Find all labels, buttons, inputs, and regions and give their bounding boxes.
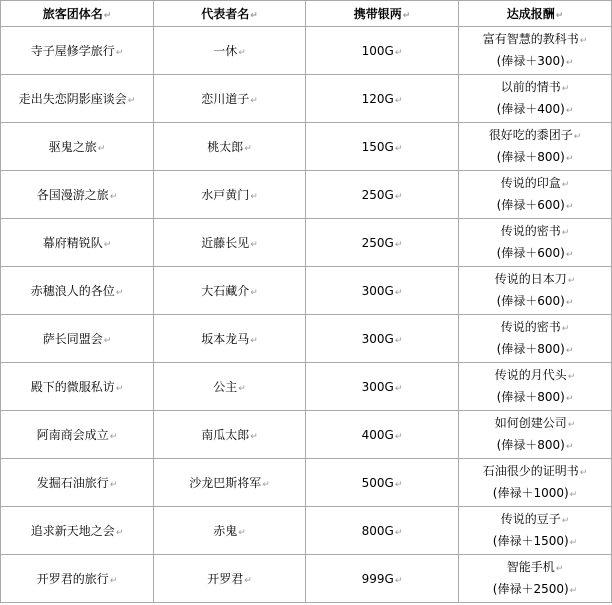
representative-name: 沙龙巴斯将军 (189, 476, 262, 490)
header-row (1, 1, 612, 27)
representative-name: 水戸黄门 (201, 188, 250, 202)
table-body (1, 27, 612, 603)
representative-name: 近藤长见 (201, 236, 250, 250)
group-name: 殿下的微服私访 (30, 380, 115, 394)
paragraph-mark-icon: ↵ (573, 131, 582, 142)
representative-name: 桃太郎 (207, 140, 244, 154)
reward-item: 如何创建公司 (494, 415, 567, 430)
paragraph-mark-icon: ↵ (579, 35, 588, 46)
reward-bonus: (俸禄＋400) (496, 101, 565, 116)
table-row (1, 27, 612, 75)
reward-item-line (459, 317, 611, 339)
representative-cell (154, 75, 306, 123)
table-row (1, 507, 612, 555)
money-cell (306, 123, 459, 171)
representative-cell (154, 219, 306, 267)
reward-bonus-line (459, 339, 611, 361)
paragraph-mark-icon: ↵ (565, 249, 574, 260)
reward-cell (459, 411, 612, 459)
representative-name: 开罗君 (207, 572, 244, 586)
money-cell (306, 411, 459, 459)
money-cell (306, 363, 459, 411)
representative-cell (154, 171, 306, 219)
reward-item-line (459, 221, 611, 243)
paragraph-mark-icon: ↵ (115, 288, 124, 298)
reward-item: 传说的月代头 (494, 367, 567, 382)
paragraph-mark-icon: ↵ (115, 48, 124, 58)
column-header-representative: 代表者名↵ (154, 1, 306, 27)
group-name-cell (1, 75, 154, 123)
paragraph-mark-icon: ↵ (561, 515, 570, 526)
reward-bonus-line (459, 435, 611, 457)
paragraph-mark-icon: ↵ (238, 528, 246, 538)
table-row (1, 123, 612, 171)
reward-bonus-line (459, 51, 611, 73)
reward-item: 智能手机 (506, 559, 555, 574)
group-name-cell (1, 507, 154, 555)
reward-bonus: (俸禄＋800) (496, 437, 565, 452)
column-header-group: 旅客团体名↵ (1, 1, 154, 27)
reward-item-line (459, 77, 611, 99)
group-name-cell (1, 267, 154, 315)
paragraph-mark-icon: ↵ (569, 585, 578, 596)
money-amount: 300G (361, 331, 394, 346)
paragraph-mark-icon: ↵ (565, 201, 574, 212)
representative-cell (154, 315, 306, 363)
reward-item-line (459, 269, 611, 291)
reward-item: 石油很少的证明书 (482, 463, 579, 478)
paragraph-mark-icon: ↵ (250, 240, 258, 250)
paragraph-mark-icon: ↵ (109, 192, 118, 202)
table-row (1, 219, 612, 267)
reward-cell (459, 267, 612, 315)
reward-bonus-line (459, 483, 611, 505)
reward-bonus-line (459, 291, 611, 313)
paragraph-mark-icon: ↵ (555, 11, 564, 21)
paragraph-mark-icon: ↵ (127, 96, 136, 106)
group-name: 开罗君的旅行 (36, 572, 109, 586)
representative-name: 一休 (213, 44, 238, 58)
money-amount: 120G (361, 91, 394, 106)
money-cell (306, 27, 459, 75)
reward-cell (459, 315, 612, 363)
paragraph-mark-icon: ↵ (565, 153, 574, 164)
reward-bonus-line (459, 99, 611, 121)
reward-bonus-line (459, 579, 611, 601)
paragraph-mark-icon: ↵ (109, 480, 118, 490)
reward-item: 很好吃的黍团子 (488, 127, 573, 142)
paragraph-mark-icon: ↵ (565, 105, 574, 116)
representative-cell (154, 411, 306, 459)
paragraph-mark-icon: ↵ (250, 288, 258, 298)
money-cell (306, 507, 459, 555)
money-amount: 100G (361, 43, 394, 58)
reward-cell (459, 27, 612, 75)
reward-bonus: (俸禄＋1000) (492, 485, 569, 500)
reward-cell (459, 123, 612, 171)
paragraph-mark-icon: ↵ (561, 179, 570, 190)
representative-name: 赤鬼 (213, 524, 238, 538)
reward-item: 传说的日本刀 (494, 271, 567, 286)
group-name-cell (1, 123, 154, 171)
paragraph-mark-icon: ↵ (238, 48, 246, 58)
table-row (1, 315, 612, 363)
reward-item: 传说的密书 (500, 319, 561, 334)
paragraph-mark-icon: ↵ (394, 143, 403, 154)
paragraph-mark-icon: ↵ (103, 11, 112, 21)
table-row (1, 411, 612, 459)
money-amount: 500G (361, 475, 394, 490)
group-name: 追求新天地之会 (30, 524, 115, 538)
reward-item-line (459, 29, 611, 51)
money-amount: 150G (361, 139, 394, 154)
column-header-money: 携带银两↵ (306, 1, 459, 27)
paragraph-mark-icon: ↵ (565, 393, 574, 404)
paragraph-mark-icon: ↵ (561, 83, 570, 94)
reward-item-line (459, 509, 611, 531)
representative-name: 公主 (213, 380, 238, 394)
paragraph-mark-icon: ↵ (579, 467, 588, 478)
reward-bonus-line (459, 387, 611, 409)
reward-cell (459, 555, 612, 603)
paragraph-mark-icon: ↵ (567, 419, 576, 430)
paragraph-mark-icon: ↵ (565, 57, 574, 68)
paragraph-mark-icon: ↵ (565, 297, 574, 308)
reward-cell (459, 459, 612, 507)
reward-bonus: (俸禄＋1500) (492, 533, 569, 548)
paragraph-mark-icon: ↵ (250, 96, 258, 106)
money-cell (306, 459, 459, 507)
reward-bonus: (俸禄＋2500) (492, 581, 569, 596)
reward-item: 以前的情书 (500, 79, 561, 94)
money-amount: 800G (361, 523, 394, 538)
group-name-cell (1, 27, 154, 75)
representative-cell (154, 555, 306, 603)
table-row (1, 267, 612, 315)
representative-cell (154, 363, 306, 411)
reward-item-line (459, 173, 611, 195)
representative-name: 恋川道子 (201, 92, 250, 106)
paragraph-mark-icon: ↵ (250, 192, 258, 202)
representative-cell (154, 459, 306, 507)
reward-bonus: (俸禄＋800) (496, 341, 565, 356)
representative-name: 坂本龙马 (201, 332, 250, 346)
group-name: 阿南商会成立 (36, 428, 109, 442)
representative-name: 大石藏介 (201, 284, 250, 298)
paragraph-mark-icon: ↵ (103, 336, 112, 346)
paragraph-mark-icon: ↵ (394, 95, 403, 106)
group-name: 走出失恋阴影座谈会 (18, 92, 127, 106)
paragraph-mark-icon: ↵ (569, 537, 578, 548)
reward-bonus: (俸禄＋600) (496, 293, 565, 308)
reward-cell (459, 171, 612, 219)
money-amount: 250G (361, 235, 394, 250)
table-row (1, 555, 612, 603)
group-name: 萨长同盟会 (42, 332, 103, 346)
group-name-cell (1, 171, 154, 219)
reward-item: 传说的密书 (500, 223, 561, 238)
paragraph-mark-icon: ↵ (565, 345, 574, 356)
paragraph-mark-icon: ↵ (394, 287, 403, 298)
paragraph-mark-icon: ↵ (555, 563, 564, 574)
group-name: 幕府精锐队 (42, 236, 103, 250)
reward-bonus-line (459, 243, 611, 265)
reward-cell (459, 219, 612, 267)
money-amount: 400G (361, 427, 394, 442)
reward-cell (459, 363, 612, 411)
table-header (1, 1, 612, 27)
paragraph-mark-icon: ↵ (394, 431, 403, 442)
money-amount: 999G (361, 571, 394, 586)
table-row (1, 363, 612, 411)
paragraph-mark-icon: ↵ (250, 432, 258, 442)
group-name: 驱鬼之旅 (48, 140, 97, 154)
group-name-cell (1, 363, 154, 411)
reward-item-line (459, 557, 611, 579)
table-row (1, 171, 612, 219)
money-cell (306, 267, 459, 315)
representative-cell (154, 267, 306, 315)
paragraph-mark-icon: ↵ (394, 191, 403, 202)
reward-item: 传说的豆子 (500, 511, 561, 526)
reward-item: 传说的印盒 (500, 175, 561, 190)
paragraph-mark-icon: ↵ (394, 527, 403, 538)
money-cell (306, 315, 459, 363)
representative-cell (154, 507, 306, 555)
paragraph-mark-icon: ↵ (394, 383, 403, 394)
paragraph-mark-icon: ↵ (561, 227, 570, 238)
column-header-reward: 达成报酬↵ (459, 1, 612, 27)
group-name: 各国漫游之旅 (36, 188, 109, 202)
money-amount: 300G (361, 379, 394, 394)
group-name: 发掘石油旅行 (36, 476, 109, 490)
paragraph-mark-icon: ↵ (567, 275, 576, 286)
representative-cell (154, 123, 306, 171)
reward-bonus: (俸禄＋600) (496, 245, 565, 260)
reward-bonus: (俸禄＋800) (496, 149, 565, 164)
paragraph-mark-icon: ↵ (97, 144, 106, 154)
money-amount: 300G (361, 283, 394, 298)
group-name-cell (1, 555, 154, 603)
money-amount: 250G (361, 187, 394, 202)
money-cell (306, 171, 459, 219)
reward-item-line (459, 413, 611, 435)
reward-bonus-line (459, 195, 611, 217)
representative-name: 南瓜太郎 (201, 428, 250, 442)
paragraph-mark-icon: ↵ (250, 336, 258, 346)
group-name: 寺子屋修学旅行 (30, 44, 115, 58)
reward-bonus: (俸禄＋800) (496, 389, 565, 404)
paragraph-mark-icon: ↵ (394, 575, 403, 586)
paragraph-mark-icon: ↵ (561, 323, 570, 334)
paragraph-mark-icon: ↵ (115, 384, 124, 394)
reward-cell (459, 75, 612, 123)
group-name-cell (1, 411, 154, 459)
paragraph-mark-icon: ↵ (394, 47, 403, 58)
table-row (1, 75, 612, 123)
paragraph-mark-icon: ↵ (402, 11, 411, 21)
paragraph-mark-icon: ↵ (569, 489, 578, 500)
paragraph-mark-icon: ↵ (109, 432, 118, 442)
representative-cell (154, 27, 306, 75)
reward-item-line (459, 125, 611, 147)
group-name-cell (1, 459, 154, 507)
reward-bonus-line (459, 531, 611, 553)
paragraph-mark-icon: ↵ (394, 239, 403, 250)
reward-item: 富有智慧的教科书 (482, 31, 579, 46)
reward-bonus-line (459, 147, 611, 169)
paragraph-mark-icon: ↵ (244, 144, 252, 154)
group-name: 赤穗浪人的各位 (30, 284, 115, 298)
paragraph-mark-icon: ↵ (115, 528, 124, 538)
paragraph-mark-icon: ↵ (565, 441, 574, 452)
paragraph-mark-icon: ↵ (567, 371, 576, 382)
group-name-cell (1, 219, 154, 267)
reward-item-line (459, 365, 611, 387)
paragraph-mark-icon: ↵ (103, 240, 112, 250)
paragraph-mark-icon: ↵ (244, 576, 252, 586)
table-row (1, 459, 612, 507)
money-cell (306, 219, 459, 267)
reward-bonus: (俸禄＋600) (496, 197, 565, 212)
money-cell (306, 75, 459, 123)
paragraph-mark-icon: ↵ (394, 335, 403, 346)
paragraph-mark-icon: ↵ (109, 576, 118, 586)
paragraph-mark-icon: ↵ (262, 480, 270, 490)
paragraph-mark-icon: ↵ (238, 384, 246, 394)
reward-cell (459, 507, 612, 555)
paragraph-mark-icon: ↵ (394, 479, 403, 490)
paragraph-mark-icon: ↵ (250, 11, 258, 21)
reward-item-line (459, 461, 611, 483)
money-cell (306, 555, 459, 603)
reward-bonus: (俸禄＋300) (496, 53, 565, 68)
group-name-cell (1, 315, 154, 363)
